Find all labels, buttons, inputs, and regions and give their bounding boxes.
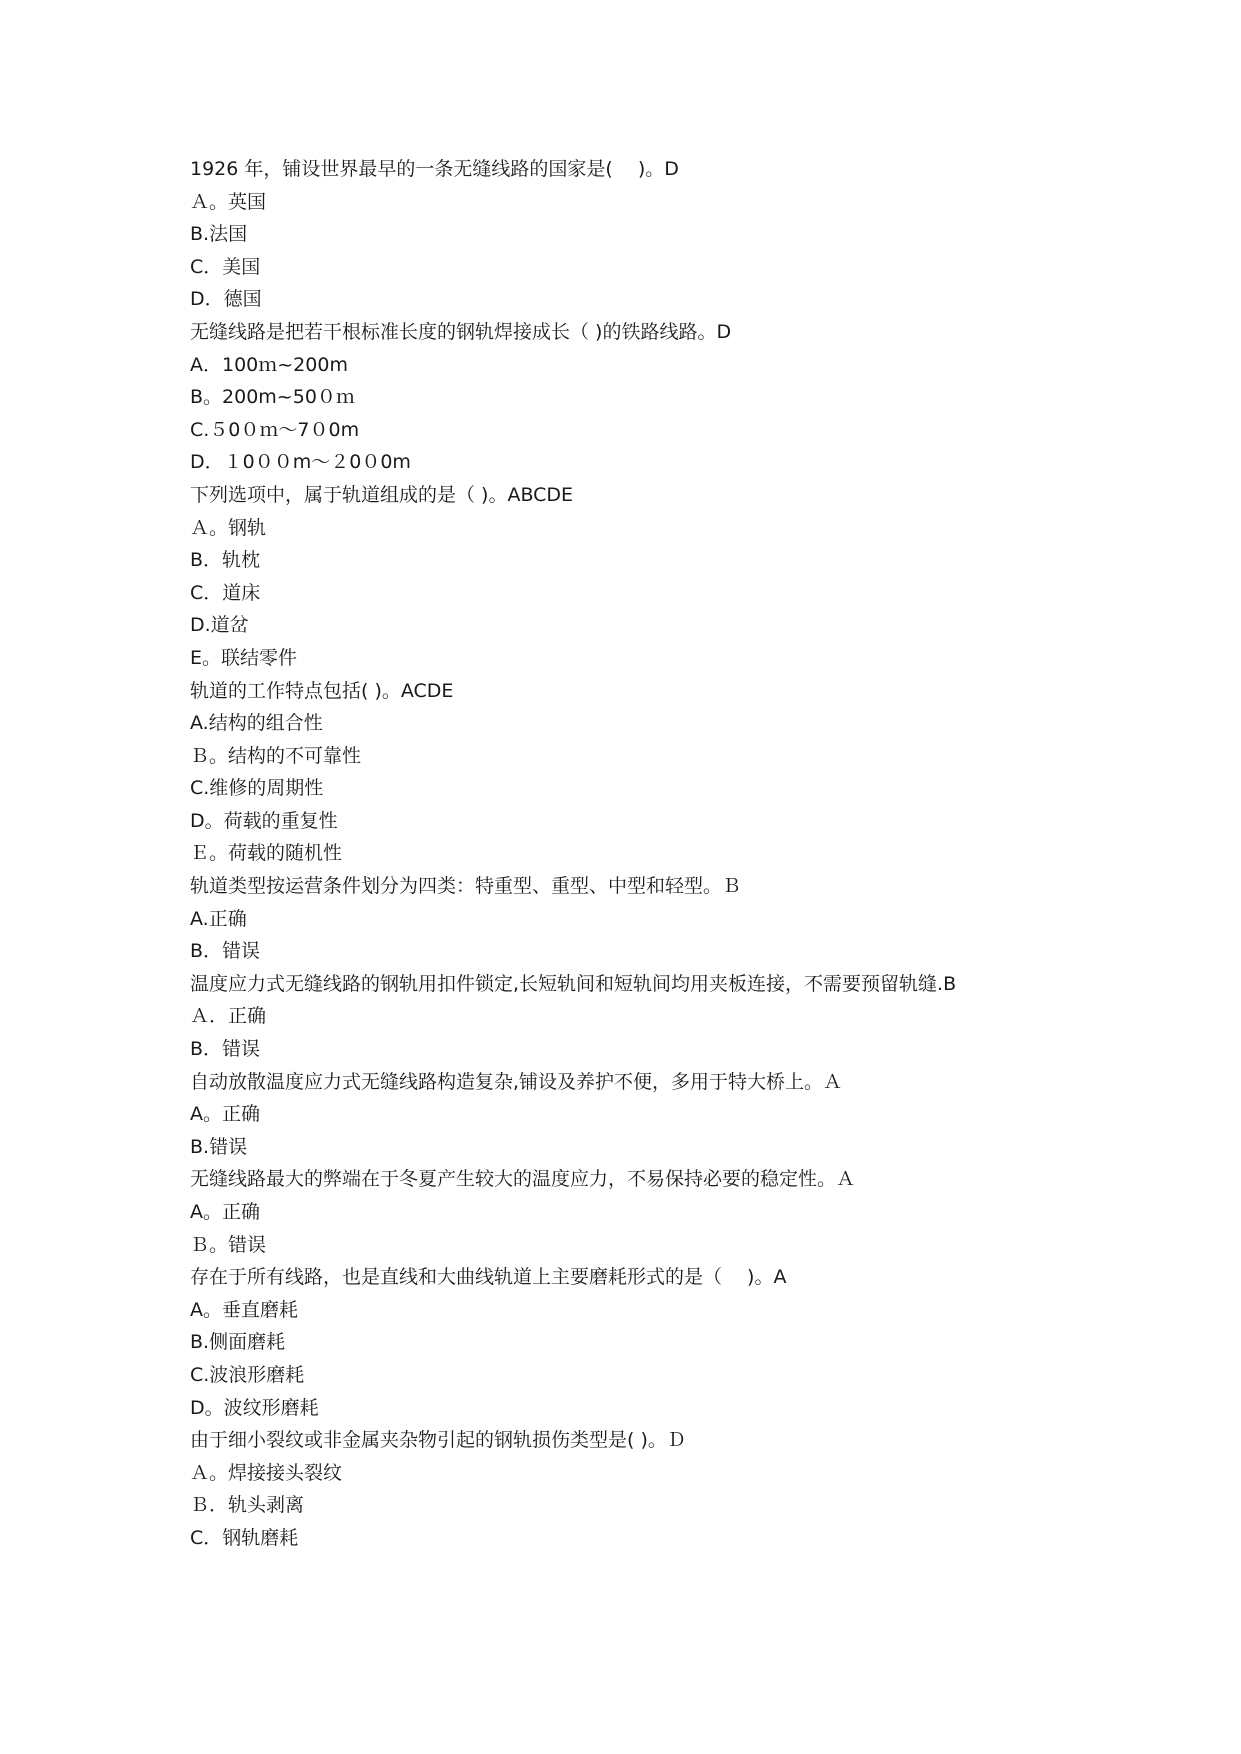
option-b: Ｂ。结构的不可靠性 [190, 744, 362, 767]
option-a: Ａ．正确 [190, 1005, 267, 1028]
option-b: B.法国 [190, 223, 248, 246]
option-a: A。垂直磨耗 [190, 1298, 298, 1321]
option-a: A.正确 [190, 907, 247, 930]
document-body [190, 153, 1070, 1555]
option-a: A.结构的组合性 [190, 712, 323, 735]
option-b: B．错误 [190, 1038, 261, 1061]
option-c: C．道床 [190, 581, 261, 604]
option-c: C．钢轨磨耗 [190, 1526, 299, 1549]
question-4: 轨道的工作特点包括( )。ACDE [190, 679, 454, 702]
option-b: B。200m~50０ｍ [190, 386, 355, 409]
option-b: Ｂ。错误 [190, 1233, 267, 1256]
option-a: Ａ。焊接接头裂纹 [190, 1461, 343, 1484]
option-a: A。正确 [190, 1201, 260, 1223]
option-d: D。荷载的重复性 [190, 809, 338, 832]
question-9: 存在于所有线路，也是直线和大曲线轨道上主要磨耗形式的是（ )。A [190, 1266, 787, 1289]
question-8: 无缝线路最大的弊端在于冬夏产生较大的温度应力，不易保持必要的稳定性。Ａ [190, 1168, 856, 1191]
option-d: D.道岔 [190, 614, 249, 637]
option-a: Ａ。英国 [190, 190, 267, 213]
question-7: 自动放散温度应力式无缝线路构造复杂,铺设及养护不便，多用于特大桥上。Ａ [190, 1070, 843, 1093]
option-c: C．美国 [190, 255, 261, 278]
question-1: 1926 年，铺设世界最早的一条无缝线路的国家是( )。D [190, 158, 679, 180]
option-c: C.波浪形磨耗 [190, 1363, 305, 1386]
option-d: D．德国 [190, 288, 262, 311]
option-a: Ａ。钢轨 [190, 516, 267, 539]
option-b: B.侧面磨耗 [190, 1331, 286, 1354]
option-b: B．轨枕 [190, 549, 261, 572]
option-e: E。联结零件 [190, 646, 298, 669]
option-c: C.维修的周期性 [190, 777, 324, 800]
option-b: Ｂ．轨头剥离 [190, 1494, 305, 1517]
option-c: C.５0０ｍ～7０0m [190, 418, 360, 441]
question-2: 无缝线路是把若干根标准长度的钢轨焊接成长（ )的铁路线路。D [190, 320, 732, 343]
option-b: B．错误 [190, 940, 261, 963]
option-a: A。正确 [190, 1103, 260, 1126]
option-a: A．100ｍ~200m [190, 353, 348, 376]
question-5: 轨道类型按运营条件划分为四类：特重型、重型、中型和轻型。Ｂ [190, 875, 742, 898]
option-d: D。波纹形磨耗 [190, 1396, 319, 1419]
question-10: 由于细小裂纹或非金属夹杂物引起的钢轨损伤类型是( )。Ｄ [190, 1429, 686, 1452]
option-e: Ｅ。荷载的随机性 [190, 842, 343, 865]
question-6: 温度应力式无缝线路的钢轨用扣件锁定,长短轨间和短轨间均用夹板连接，不需要预留轨缝.B [190, 972, 957, 995]
option-d: D．１0００m～２0０0m [190, 451, 411, 474]
option-b: B.错误 [190, 1135, 248, 1158]
question-3: 下列选项中，属于轨道组成的是（ )。ABCDE [190, 483, 574, 506]
